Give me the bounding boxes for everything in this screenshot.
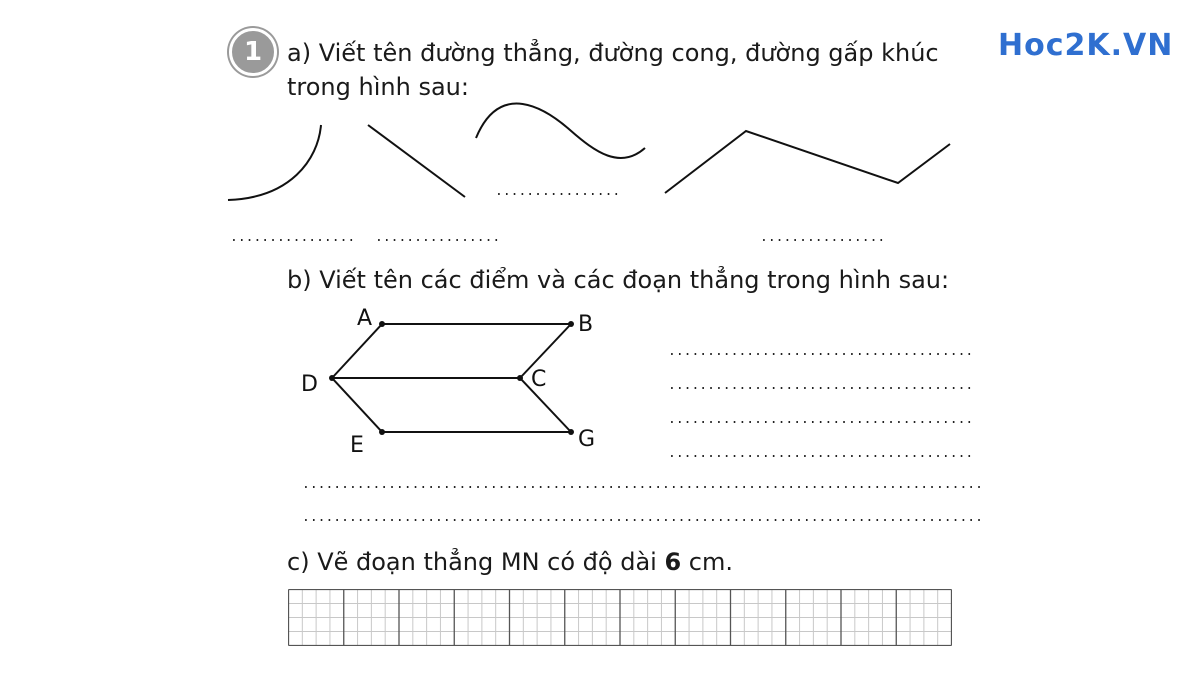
answer-blank-b-5[interactable]: .......................................................................................	[302, 477, 983, 492]
site-logo: Hoc2K.VN	[998, 28, 1174, 63]
answer-blank-a-4[interactable]: ................	[760, 230, 886, 245]
point-B	[568, 321, 574, 327]
segment-DE	[332, 378, 382, 432]
segment-AD	[332, 324, 382, 378]
label-A: A	[357, 306, 373, 331]
answer-blank-b-1[interactable]: .......................................	[668, 344, 974, 359]
label-B: B	[578, 312, 594, 337]
answer-blank-b-2[interactable]: .......................................	[668, 378, 974, 393]
part-b-instruction: b) Viết tên các điểm và các đoạn thẳng trong hình sau:	[287, 266, 950, 294]
drawing-grid[interactable]	[288, 589, 952, 646]
answer-blank-b-6[interactable]: .......................................................................................	[302, 510, 983, 525]
part-c-length-value: 6	[664, 548, 682, 576]
answer-blank-a-1[interactable]: ................	[230, 230, 356, 245]
part-c-instruction	[287, 545, 733, 579]
point-D	[329, 375, 335, 381]
point-C	[517, 375, 523, 381]
part-a-line1: a) Viết tên đường thẳng, đường cong, đường gấp khúc	[287, 39, 939, 67]
question-number-badge: 1	[229, 28, 277, 76]
answer-blank-b-3[interactable]: .......................................	[668, 412, 974, 427]
point-G	[568, 429, 574, 435]
answer-blank-a-3[interactable]: ................	[495, 184, 621, 199]
label-G: G	[578, 427, 596, 452]
answer-blank-a-2[interactable]: ................	[375, 230, 501, 245]
label-D: D	[301, 372, 318, 397]
label-C: C	[531, 367, 547, 392]
point-A	[379, 321, 385, 327]
part-c-text-after: cm.	[681, 548, 733, 576]
answer-blank-b-4[interactable]: .......................................	[668, 446, 974, 461]
point-E	[379, 429, 385, 435]
part-c-text-before: c) Vẽ đoạn thẳng MN có độ dài	[287, 548, 665, 576]
part-a-line2: trong hình sau:	[287, 73, 469, 101]
label-E: E	[350, 433, 364, 458]
